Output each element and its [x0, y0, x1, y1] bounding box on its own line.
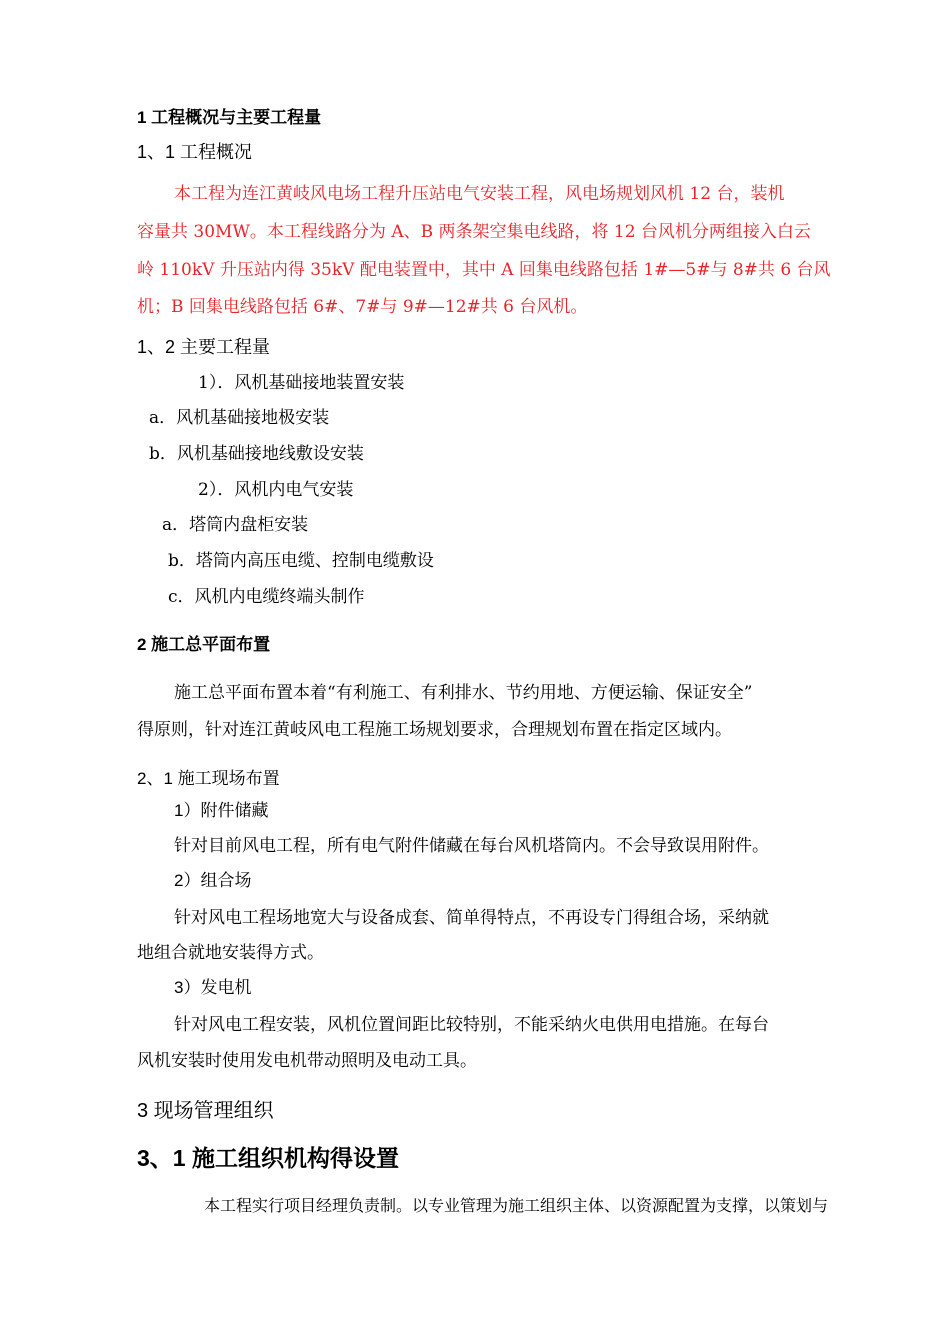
quantity-item-1b: b．风机基础接地线敷设安装 [149, 444, 364, 464]
site-item-2-text-line-1: 针对风电工程场地宽大与设备成套、简单得特点，不再设专门得组合场，采纳就 [174, 908, 769, 928]
quantity-item-2b: b．塔筒内高压电缆、控制电缆敷设 [168, 551, 434, 571]
overview-line-3: 岭 110kV 升压站内得 35kV 配电装置中，其中 A 回集电线路包括 1#—5#与 8#共 6 台风 [137, 260, 831, 280]
section-2-heading: 2 施工总平面布置 [137, 635, 271, 654]
section-1-heading: 1 工程概况与主要工程量 [137, 108, 322, 127]
quantity-item-1a: a．风机基础接地极安装 [149, 408, 330, 428]
section-3-heading: 3 现场管理组织 [137, 1100, 274, 1122]
site-item-2-title: 2）组合场 [174, 871, 252, 890]
quantity-item-2: 2）．风机内电气安装 [198, 480, 354, 500]
section-2-1-heading: 2、1 施工现场布置 [137, 769, 280, 788]
overview-line-4: 机；B 回集电线路包括 6#、7#与 9#—12#共 6 台风机。 [137, 297, 588, 317]
overview-line-1: 本工程为连江黄岐风电场工程升压站电气安装工程，风电场规划风机 12 台，装机 [174, 184, 785, 204]
quantity-item-2a: a．塔筒内盘柜安装 [162, 515, 309, 535]
site-item-1-text: 针对目前风电工程，所有电气附件储藏在每台风机塔筒内。不会导致误用附件。 [174, 836, 769, 856]
organization-para-line-1: 本工程实行项目经理负责制。以专业管理为施工组织主体、以资源配置为支撑，以策划与 [204, 1196, 829, 1215]
quantity-item-2c: c．风机内电缆终端头制作 [168, 587, 365, 607]
section-3-1-heading: 3、1 施工组织机构得设置 [137, 1145, 399, 1171]
layout-para-line-2: 得原则，针对连江黄岐风电工程施工场规划要求，合理规划布置在指定区域内。 [137, 720, 732, 740]
section-1-1-heading: 1、1 工程概况 [137, 142, 253, 162]
layout-para-line-1: 施工总平面布置本着“有利施工、有利排水、节约用地、方便运输、保证安全” [174, 683, 753, 703]
section-1-2-heading: 1、2 主要工程量 [137, 337, 271, 357]
site-item-3-title: 3）发电机 [174, 978, 252, 997]
site-item-3-text-line-1: 针对风电工程安装，风机位置间距比较特别，不能采纳火电供用电措施。在每台 [174, 1015, 769, 1035]
site-item-2-text-line-2: 地组合就地安装得方式。 [137, 943, 324, 963]
site-item-3-text-line-2: 风机安装时使用发电机带动照明及电动工具。 [137, 1051, 477, 1071]
quantity-item-1: 1）．风机基础接地装置安装 [198, 373, 405, 393]
site-item-1-title: 1）附件储藏 [174, 801, 269, 820]
overview-line-2: 容量共 30MW。本工程线路分为 A、B 两条架空集电线路，将 12 台风机分两组接入白云 [137, 222, 811, 242]
